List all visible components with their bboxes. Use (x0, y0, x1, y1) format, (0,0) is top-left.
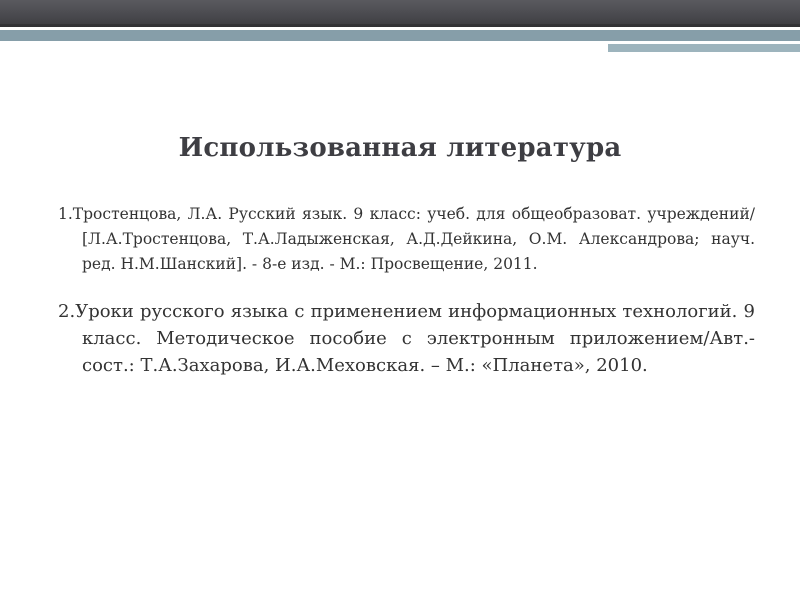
accent-stripe-short (608, 44, 800, 52)
reference-text: Уроки русского языка с применением информационных технологий. 9 класс. Методическое пособие с электронным приложением/Авт.-сост.: Т.А.Захарова, И.А.Меховская. – М.: «Планета», 2010. (75, 301, 755, 376)
top-decorative-band (0, 0, 800, 27)
reference-number: 1. (58, 205, 73, 223)
slide-title: Использованная литература (178, 133, 622, 163)
reference-number: 2. (58, 301, 76, 322)
reference-text: Тростенцова, Л.А. Русский язык. 9 класс: учеб. для общеобразоват. учреждений/ [Л.А.Тростенцова, Т.А.Ладыженская, А.Д.Дейкина, О.М. Александрова; науч. ред. Н.М.Шанский]. - 8-е изд. - М.: Просвещение, 2011. (72, 205, 755, 273)
accent-stripe (0, 30, 800, 41)
reference-list (58, 202, 755, 379)
reference-item (58, 298, 755, 379)
reference-item (58, 202, 755, 277)
